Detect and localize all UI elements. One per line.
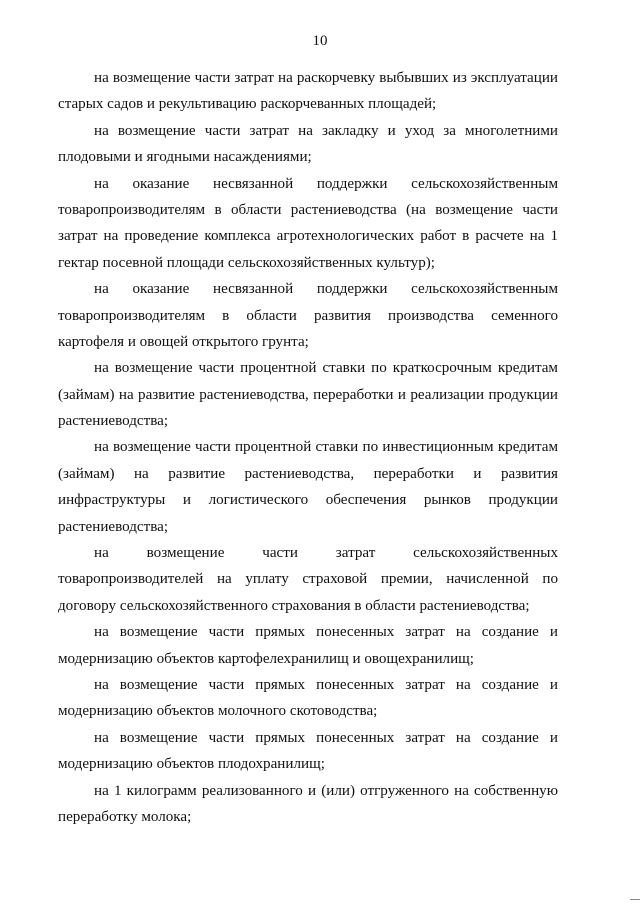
- text-line: договору сельскохозяйственного страхования в области растениеводства;: [58, 597, 530, 614]
- text-line: (займам) на развитие растениеводства, переработки и развития: [58, 465, 558, 482]
- text-line: на возмещение части процентной ставки по инвестиционным кредитам: [94, 439, 558, 456]
- text-line: гектар посевной площади сельскохозяйственных культур);: [58, 254, 435, 271]
- text-line: растениеводства;: [58, 518, 169, 535]
- text-line: модернизацию объектов картофелехранилищ и овощехранилищ;: [58, 650, 474, 667]
- text-line: товаропроизводителям в области растениеводства (на возмещение части: [58, 201, 558, 218]
- text-line: модернизацию объектов молочного скотоводства;: [58, 703, 378, 720]
- text-line: на возмещение части прямых понесенных затрат на создание и: [94, 676, 558, 693]
- text-line: переработку молока;: [58, 808, 192, 825]
- text-line: на оказание несвязанной поддержки сельскохозяйственным: [94, 175, 558, 192]
- text-line: картофеля и овощей открытого грунта;: [58, 333, 309, 350]
- text-line: модернизацию объектов плодохранилищ;: [58, 756, 325, 773]
- page-number: 10: [312, 33, 328, 49]
- text-line: на оказание несвязанной поддержки сельскохозяйственным: [94, 281, 558, 298]
- text-line: растениеводства;: [58, 413, 169, 430]
- text-line: инфраструктуры и логистического обеспечения рынков продукции: [58, 492, 558, 509]
- text-line: на возмещение части прямых понесенных затрат на создание и: [94, 729, 558, 746]
- text-line: на возмещение части затрат сельскохозяйственных: [94, 545, 558, 562]
- text-line: на возмещение части затрат на раскорчевку выбывших из эксплуатации: [94, 70, 558, 86]
- text-line: товаропроизводителей на уплату страховой премии, начисленной по: [58, 571, 558, 588]
- text-line: на возмещение части процентной ставки по краткосрочным кредитам: [94, 360, 558, 377]
- document-body: [58, 65, 558, 830]
- text-line: старых садов и рекультивацию раскорчеванных площадей;: [58, 96, 437, 113]
- text-line: на возмещение части прямых понесенных затрат на создание и: [94, 624, 558, 641]
- text-line: плодовыми и ягодными насаждениями;: [58, 149, 312, 166]
- text-line: на возмещение части затрат на закладку и уход за многолетними: [94, 122, 558, 139]
- edge-mark: [630, 899, 640, 900]
- text-line: (займам) на развитие растениеводства, переработки и реализации продукции: [58, 386, 558, 403]
- text-line: затрат на проведение комплекса агротехнологических работ в расчете на 1: [58, 228, 558, 245]
- text-line: на 1 килограмм реализованного и (или) отгруженного на собственную: [94, 782, 558, 799]
- text-line: товаропроизводителям в области развития производства семенного: [58, 307, 558, 324]
